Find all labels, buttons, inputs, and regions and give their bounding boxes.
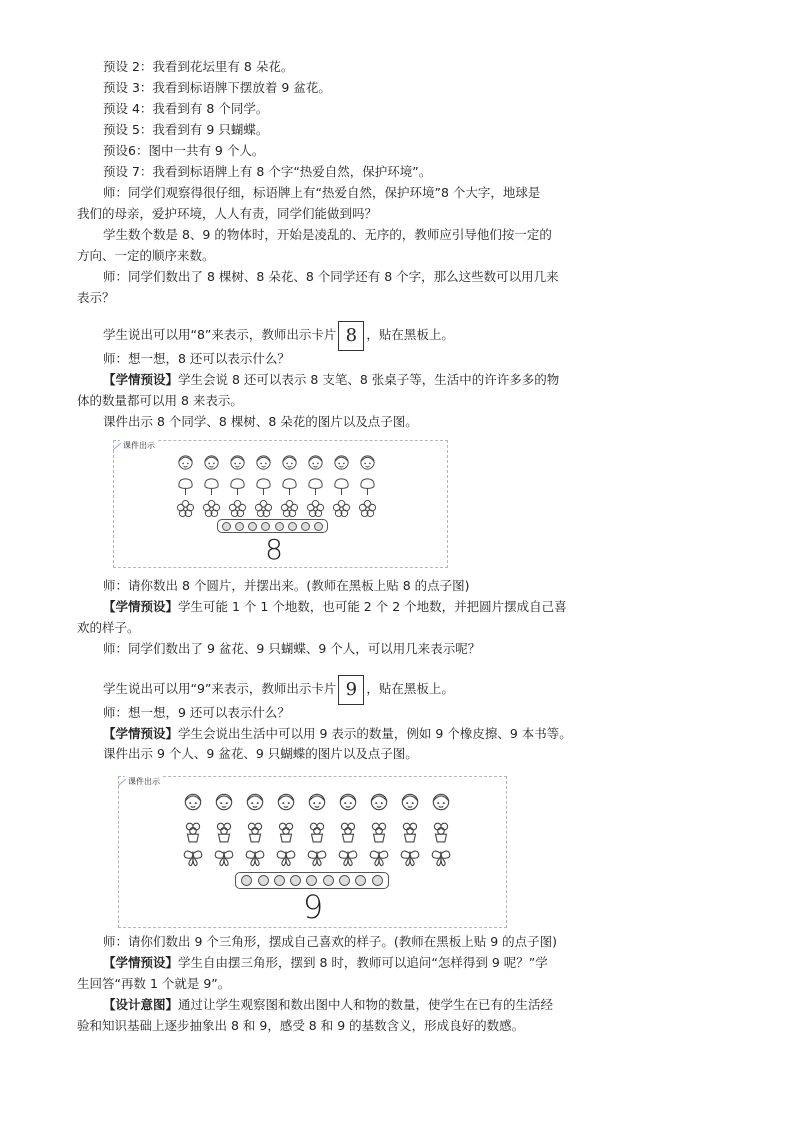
label-tag: 【学情预设】: [103, 955, 179, 970]
dot: [222, 522, 231, 531]
potted-flower-icon: [363, 821, 394, 843]
child-icon: [172, 453, 198, 472]
text-line: 师：请你们数出 9 个三角形，摆成自己喜欢的样子。(教师在黑板上贴 9 的点子图): [103, 934, 558, 949]
flower-icon: [172, 499, 198, 518]
trees-row: [172, 477, 380, 496]
text-line: 欢的样子。: [77, 620, 140, 635]
child-icon: [332, 791, 363, 813]
potted-flower-icon: [332, 821, 363, 843]
people-row: [177, 791, 456, 813]
dot: [241, 875, 252, 886]
text-line: [103, 320, 454, 351]
potted-flower-icon: [270, 821, 301, 843]
flowers-row: [172, 499, 380, 518]
flower-icon: [328, 499, 354, 518]
text-line: 预设 4：我看到有 8 个同学。: [103, 101, 269, 116]
dot: [275, 522, 284, 531]
text-segment: 学生说出可以用“9”来表示，教师出示卡片: [103, 681, 337, 696]
dot: [301, 522, 310, 531]
child-icon: [425, 791, 456, 813]
text-line: [103, 371, 559, 389]
text-line: 我们的母亲，爱护环境，人人有责，同学们能做到吗？: [77, 206, 378, 221]
dot: [274, 875, 285, 886]
flower-icon: [224, 499, 250, 518]
text-line: 预设6：图中一共有 9 个人。: [103, 143, 265, 158]
dot: [314, 522, 323, 531]
butterfly-icon: [301, 847, 332, 869]
text-segment: ，贴在黑板上。: [366, 327, 454, 342]
tree-icon: [172, 477, 198, 496]
text-line: [103, 725, 572, 743]
text-line: 师：同学们数出了 8 棵树、8 朵花、8 个同学还有 8 个字，那么这些数可以用几来: [103, 269, 559, 284]
potted-flower-icon: [239, 821, 270, 843]
flower-icon: [198, 499, 224, 518]
flower-icon: [354, 499, 380, 518]
big-number-9: 9: [302, 888, 324, 926]
dot-diagram-9: [235, 872, 389, 889]
text-line: 预设 5：我看到有 9 只蝴蝶。: [103, 122, 269, 137]
text-line: 表示？: [77, 290, 115, 305]
tree-icon: [354, 477, 380, 496]
flower-icon: [250, 499, 276, 518]
text-line: 师：请你数出 8 个圆片，并摆出来。(教师在黑板上贴 8 的点子图): [103, 578, 470, 593]
butterfly-icon: [177, 847, 208, 869]
text-segment: 通过让学生观察图和数出图中人和物的数量，使学生在已有的生活经: [178, 997, 554, 1012]
child-icon: [224, 453, 250, 472]
text-line: 课件出示 8 个同学、8 棵树、8 朵花的图片以及点子图。: [103, 414, 418, 429]
child-icon: [270, 791, 301, 813]
child-icon: [250, 453, 276, 472]
text-line: 学生数个数是 8、9 的物体时，开始是凌乱的、无序的，教师应引导他们按一定的: [103, 227, 552, 242]
child-icon: [363, 791, 394, 813]
child-icon: [302, 453, 328, 472]
text-segment: 学生会说出生活中可以用 9 表示的数量，例如 9 个橡皮擦、9 本书等。: [178, 726, 572, 741]
dot: [258, 875, 269, 886]
butterfly-icon: [363, 847, 394, 869]
text-line: 师：想一想，8 还可以表示什么？: [103, 351, 290, 366]
label-tag: 【学情预设】: [103, 599, 179, 614]
butterfly-icon: [208, 847, 239, 869]
butterfly-icon: [332, 847, 363, 869]
potted-flower-icon: [177, 821, 208, 843]
child-icon: [301, 791, 332, 813]
child-icon: [177, 791, 208, 813]
dot: [248, 522, 257, 531]
dot: [323, 875, 334, 886]
butterfly-icon: [394, 847, 425, 869]
tree-icon: [276, 477, 302, 496]
child-icon: [354, 453, 380, 472]
dot: [355, 875, 366, 886]
courseware-panel-9: [118, 776, 507, 928]
text-line: [103, 598, 567, 616]
courseware-panel-8: [113, 440, 448, 568]
butterflies-row: [177, 847, 456, 869]
text-segment: ，贴在黑板上。: [366, 681, 454, 696]
text-line: 验和知识基础上逐步抽象出 8 和 9，感受 8 和 9 的基数含义，形成良好的数感。: [77, 1018, 525, 1033]
tree-icon: [250, 477, 276, 496]
text-line: 预设 3：我看到标语牌下摆放着 9 盆花。: [103, 80, 331, 95]
text-line: 生回答“再数 1 个就是 9”。: [77, 976, 231, 991]
text-segment: 学生会说 8 还可以表示 8 支笔、8 张桌子等，生活中的许许多多的物: [178, 372, 560, 387]
number-card-9: 9: [338, 675, 364, 705]
label-tag: 【学情预设】: [103, 372, 179, 387]
child-icon: [208, 791, 239, 813]
text-line: [103, 996, 553, 1014]
tree-icon: [328, 477, 354, 496]
number-card-8: 8: [338, 321, 364, 351]
text-segment: 学生说出可以用“8”来表示，教师出示卡片: [103, 327, 337, 342]
tree-icon: [302, 477, 328, 496]
dot-diagram-8: [217, 519, 328, 533]
dot: [261, 522, 270, 531]
text-segment: 学生自由摆三角形，摆到 8 时，教师可以追问“怎样得到 9 呢？”学: [178, 955, 548, 970]
child-icon: [239, 791, 270, 813]
potted-flower-icon: [301, 821, 332, 843]
text-line: 师：同学们数出了 9 盆花、9 只蝴蝶、9 个人，可以用几来表示呢？: [103, 641, 481, 656]
child-icon: [198, 453, 224, 472]
butterfly-icon: [270, 847, 301, 869]
panel-tag: 课件出示: [120, 440, 158, 451]
tree-icon: [198, 477, 224, 496]
potted-flowers-row: [177, 821, 456, 843]
flower-icon: [302, 499, 328, 518]
panel-tag: 课件出示: [125, 776, 163, 787]
text-line: 师：同学们观察得很仔细，标语牌上有“热爱自然，保护环境”8 个大字，地球是: [103, 185, 541, 200]
dot: [372, 875, 383, 886]
label-tag: 【学情预设】: [103, 726, 179, 741]
text-line: 预设 2：我看到花坛里有 8 朵花。: [103, 59, 294, 74]
dot: [288, 522, 297, 531]
text-line: [103, 954, 548, 972]
dot: [235, 522, 244, 531]
text-line: 体的数量都可以用 8 来表示。: [77, 393, 243, 408]
children-row: [172, 453, 380, 472]
big-number-8: 8: [265, 533, 283, 566]
potted-flower-icon: [208, 821, 239, 843]
text-line: 师：想一想，9 还可以表示什么？: [103, 705, 290, 720]
butterfly-icon: [425, 847, 456, 869]
tree-icon: [224, 477, 250, 496]
potted-flower-icon: [394, 821, 425, 843]
potted-flower-icon: [425, 821, 456, 843]
butterfly-icon: [239, 847, 270, 869]
text-line: 方向、一定的顺序来数。: [77, 248, 215, 263]
dot: [339, 875, 350, 886]
child-icon: [328, 453, 354, 472]
text-line: 课件出示 9 个人、9 盆花、9 只蝴蝶的图片以及点子图。: [103, 746, 418, 761]
text-line: [103, 674, 454, 705]
flower-icon: [276, 499, 302, 518]
label-tag: 【设计意图】: [103, 997, 179, 1012]
child-icon: [394, 791, 425, 813]
text-segment: 学生可能 1 个 1 个地数，也可能 2 个 2 个地数，并把圆片摆成自己喜: [178, 599, 567, 614]
dot: [290, 875, 301, 886]
dot: [306, 875, 317, 886]
child-icon: [276, 453, 302, 472]
text-line: 预设 7：我看到标语牌上有 8 个字“热爱自然，保护环境”。: [103, 164, 432, 179]
